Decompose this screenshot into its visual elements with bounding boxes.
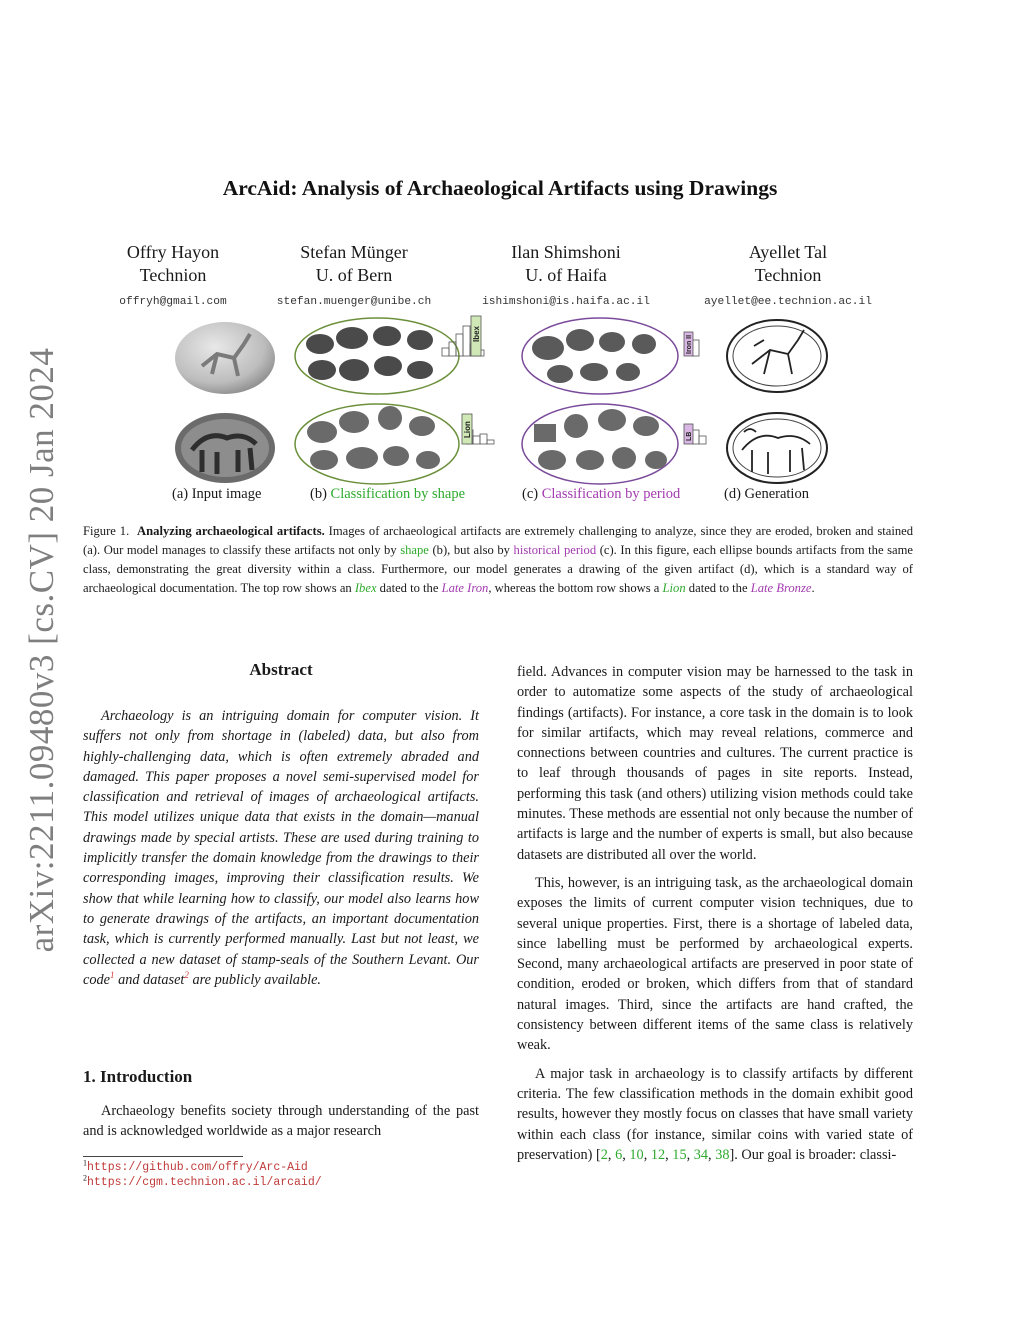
caption-label: Figure 1. [83,524,130,538]
arxiv-id: arXiv:2211.09480v3 [cs.CV] 20 Jan 2024 [22,347,61,953]
footnotes [83,1160,322,1190]
author-email[interactable]: ayellet@ee.technion.ac.il [704,296,872,308]
right-column [517,662,913,1165]
caption-ibex: Ibex [354,581,377,595]
caption-text: (c). In this figure, each ellipse bounds artifacts from the same class, demonstrating the great diversity within a class. Furthermore, our model generates a drawing of the given artifact (d), which is a standard way of archaeological documentation. The top row shows an [83,543,913,595]
author-name: Stefan Münger [300,242,408,262]
citation-ref[interactable]: 34 [693,1146,709,1163]
abstract-text: and dataset [114,971,185,988]
caption-late-iron: Late Iron [441,581,489,595]
caption-period: historical period [513,543,597,557]
author-email[interactable]: offryh@gmail.com [119,296,227,308]
subcaption-c [522,486,680,503]
caption-text: dated to the [376,581,442,595]
generated-drawing-ibex [724,316,830,396]
subcaption-c-text: Classification by period [541,486,681,502]
author-affiliation: U. of Haifa [525,265,607,285]
input-image-lion [172,410,278,486]
author-name: Ayellet Tal [748,242,828,262]
subcaption-b-label: (b) [310,486,331,502]
abstract-text: are publicly available. [188,971,321,988]
footnote-2 [83,1175,322,1190]
footnote-link-2[interactable]: https://cgm.technion.ac.il/arcaid/ [87,1176,322,1189]
abstract-text: Archaeology is an intriguing domain for computer vision. It suffers not only from shortage in (labeled) data, but also from highly-challenging data, which is often extremely abraded and damaged. This paper proposes a novel semi-supervised model for classification and retrieval of images of archaeological artifacts. This model utilizes unique data that exists in the domain—manual drawings made by special artists. These are used during training to implicitly transfer the domain knowledge from the drawings to their corresponding images, improving their classification results. We show that while learning how to classify, our model also learns how to generate drawings of the artifacts, an important documentation task, which is currently performed manually. Last but not least, we collected a new dataset of stamp-seals of the Southern Levant. Our code [83,708,479,988]
author-email[interactable]: stefan.muenger@unibe.ch [276,296,432,308]
author-affiliation: U. of Bern [315,265,393,285]
figure-caption [83,522,913,598]
author-3 [471,241,661,309]
shape-classification-group [292,314,502,492]
citation-ref[interactable]: 2 [600,1146,608,1163]
caption-text: (b), but also by [428,543,514,557]
caption-shape: shape [400,543,429,557]
footnote-1 [83,1160,322,1175]
generated-drawing-lion [724,410,830,486]
footnote-ref-2[interactable]: 2 [184,970,189,981]
right-paragraph-3: A major task in archaeology is to classify artifacts by different criteria. The few classification methods in the domain exhibit good results, however they mostly focus on classes that have small variety within each class (for instance, similar coins with varied state of preservation) [2, 6, 10, 12, 15, 34, 38]. Our goal is broader: classi- [517,1065,913,1163]
right-paragraph-1: field. Advances in computer vision may be harnessed to the task in order to automatize some aspects of the study of archaeological findings (artifacts). For instance, a core task in the domain is to look for similar artifacts, which may reveal relations, commerce and connections between countries and cultures. The current practice is to leaf through thousands of pages in site reports. Instead, performing this task (and others) utilizing vision methods could take minutes. These methods are essential not only because the number of artifacts is large and the number of experts is small, but also because datasets are distributed all over the world. [517,664,913,863]
footnote-number: 1 [83,1158,87,1168]
iron-ii-tag: Iron II [686,334,693,354]
caption-late-bronze: Late Bronze [750,581,812,595]
right-paragraph-2: This, however, is an intriguing task, as the archaeological domain exposes the limits of current computer vision techniques, due to several unique properties. First, there is a shortage of labeled data, since labelling must be performed by archaeological experts. Second, many archaeological artifacts are preserved in poor state of condition, eroded or broken, which differs from that of standard natural images. Third, since the artifacts are hand crafted, the consistency between different items of the same class is relatively weak. [517,874,913,1054]
citation-ref[interactable]: 15 [672,1146,687,1163]
lb-tag: LB [686,431,693,441]
subcaption-d: (d) Generation [724,486,809,502]
abstract-body [83,706,479,990]
caption-lion: Lion [662,581,686,595]
footnote-number: 2 [83,1173,87,1183]
arxiv-sidebar [18,347,66,953]
subcaption-b-text: Classification by shape [330,486,466,502]
citation-ref[interactable]: 6 [615,1146,623,1163]
author-4 [693,241,883,309]
author-affiliation: Technion [139,265,207,285]
author-email[interactable]: ishimshoni@is.haifa.ac.il [482,296,650,308]
paragraph-text: A major task in archaeology is to classify artifacts by different criteria. The few classification methods in the domain exhibit good results, however they mostly focus on classes that have small variety within each class (for instance, similar coins with varied state of preservation) [ [517,1065,913,1163]
paragraph-text: ]. Our goal is broader: classi- [729,1146,897,1163]
citation-ref[interactable]: 10 [629,1146,644,1163]
intro-paragraph-1: Archaeology benefits society through understanding of the past and is acknowledged worldwide as a major research [83,1103,479,1140]
caption-text: . [811,581,815,595]
section-heading-introduction: 1. Introduction [83,1067,193,1086]
author-name: Offry Hayon [126,242,220,262]
lion-tag: Lion [463,421,472,438]
period-classification-group [520,314,710,492]
subcaption-a: (a) Input image [172,486,262,502]
subcaption-b [310,486,465,503]
author-name: Ilan Shimshoni [511,242,621,262]
caption-text: dated to the [685,581,751,595]
citation-ref[interactable]: 38 [715,1146,730,1163]
author-2 [259,241,449,309]
footnote-link-1[interactable]: https://github.com/offry/Arc-Aid [87,1161,308,1174]
caption-text: , whereas the bottom row shows a [488,581,663,595]
footnote-ref-1[interactable]: 1 [110,970,115,981]
intro-body [83,1101,479,1142]
caption-bold: Analyzing archaeological artifacts. [137,524,325,538]
author-affiliation: Technion [754,265,822,285]
citation-ref[interactable]: 12 [650,1146,666,1163]
lion-class-ellipse [295,404,459,484]
footnote-rule [83,1156,243,1157]
paper-title: ArcAid: Analysis of Archaeological Artifacts using Drawings [222,176,778,200]
input-image-ibex [172,316,278,396]
author-1 [78,241,268,309]
caption-text: Images of archaeological artifacts are extremely challenging to analyze, since they are eroded, broken and stained (a). Our model manages to classify these artifacts not only by [83,524,914,557]
abstract-heading: Abstract [249,660,313,679]
ibex-tag: Ibex [472,325,481,342]
subcaption-c-label: (c) [522,486,542,502]
